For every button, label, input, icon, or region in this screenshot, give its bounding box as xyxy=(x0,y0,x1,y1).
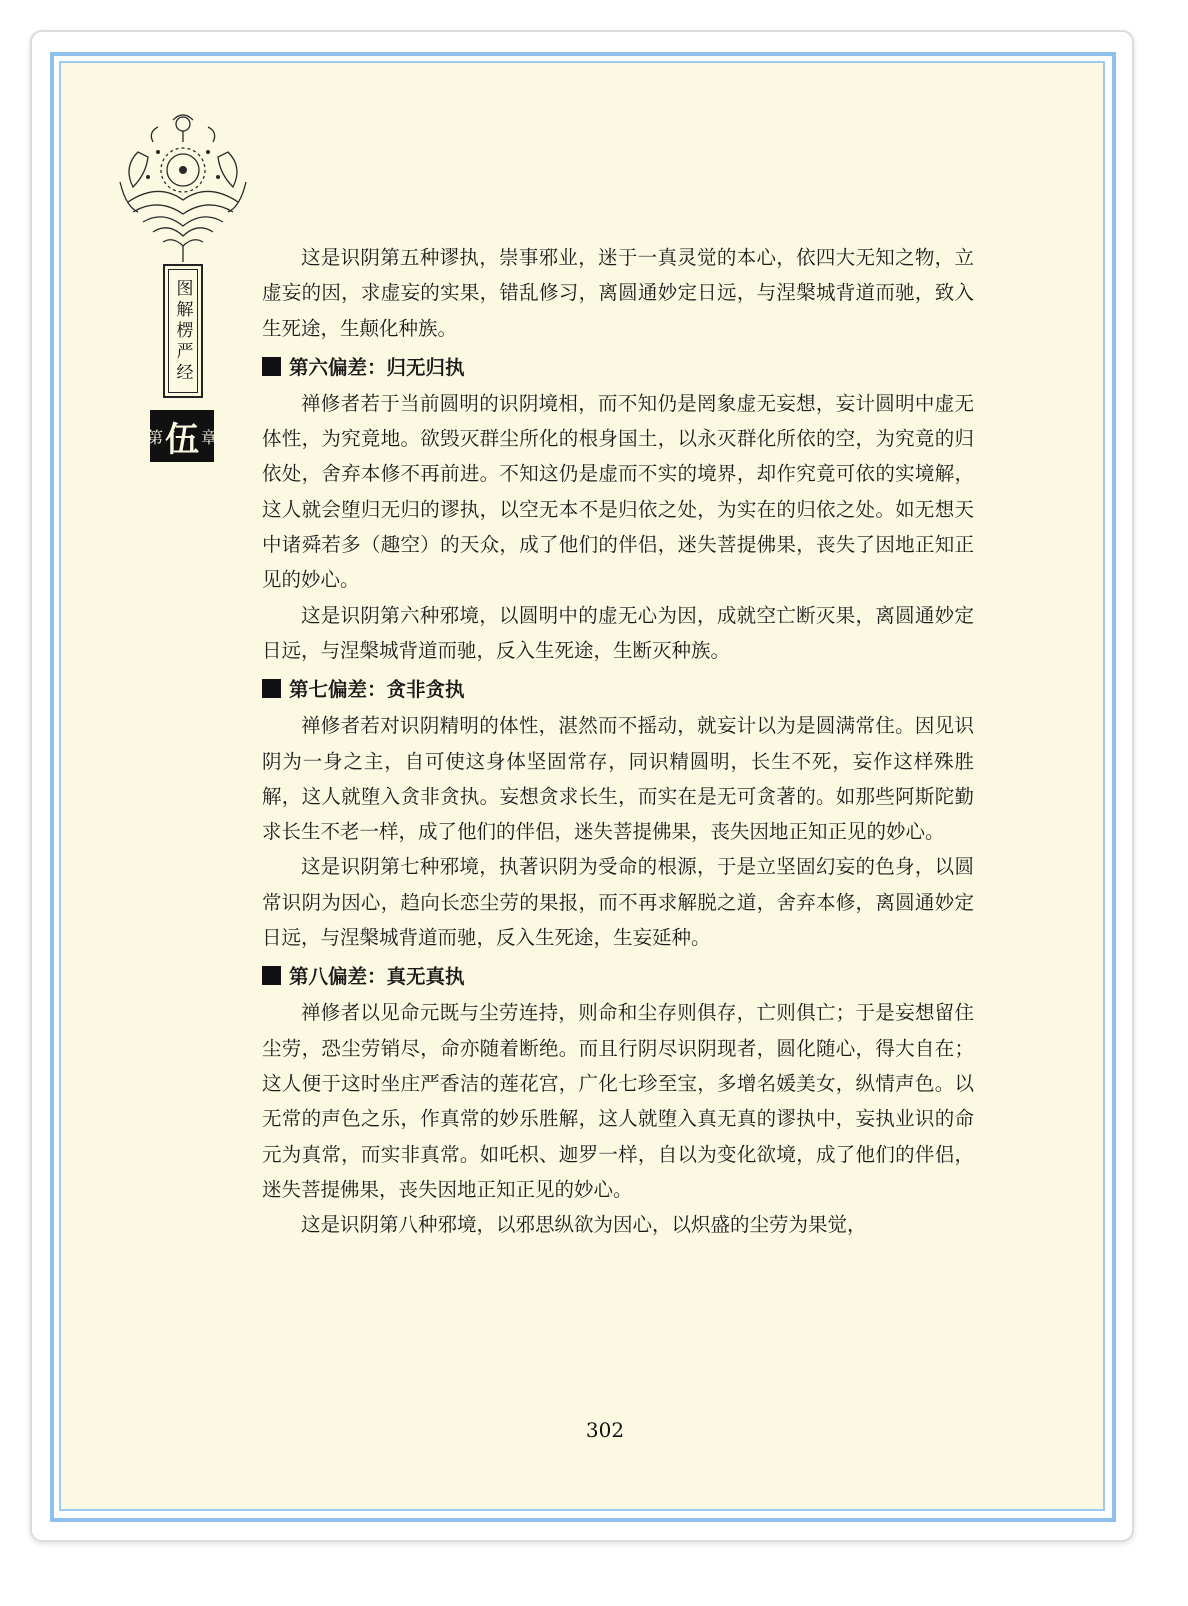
section-heading-text: 第七偏差：贪非贪执 xyxy=(289,678,465,702)
paragraph: 禅修者若于当前圆明的识阴境相，而不知仍是罔象虚无妄想，妄计圆明中虚无体性，为究竟地。欲毁灭群尘所化的根身国土，以永灭群化所依的空，为究竟的归依处，舍弃本修不再前进。不知这仍是虚而不实的境界，却作究竟可依的实境解，这人就会堕归无归的谬执，以空无本不是归依之处，为实在的归依之处。如无想天中诸舜若多（趣空）的天众，成了他们的伴侣，迷失菩提佛果，丧失了因地正知正见的妙心。 xyxy=(262,391,974,592)
chapter-number: 伍 xyxy=(165,419,199,460)
paragraph: 禅修者若对识阴精明的体性，湛然而不摇动，就妄计以为是圆满常住。因见识阴为一身之主，自可使这身体坚固常存，同识精圆明，长生不死，妄作这样殊胜解，这人就堕入贪非贪执。妄想贪求长生，而实在是无可贪著的。如那些阿斯陀勤求长生不老一样，成了他们的伴侣，迷失菩提佛果，丧失因地正知正见的妙心。 xyxy=(262,714,974,844)
book-title: 图解楞严经 xyxy=(172,278,193,384)
book-title-box xyxy=(163,264,203,398)
chapter-suffix: 章 xyxy=(201,427,218,447)
paragraph: 这是识阴第七种邪境，执著识阴为受命的根源，于是立坚固幻妄的色身，以圆常识阴为因心，趋向长恋尘劳的果报，而不再求解脱之道，舍弃本修，离圆通妙定日远，与涅槃城背道而驰，反入生死途，生妄延种。 xyxy=(262,855,974,950)
lotus-ornament xyxy=(118,112,248,264)
chapter-prefix: 第 xyxy=(146,427,163,447)
paragraph: 这是识阴第八种邪境，以邪思纵欲为因心，以炽盛的尘劳为果觉， xyxy=(301,1213,867,1237)
square-bullet-icon xyxy=(262,357,281,376)
section-heading-8 xyxy=(262,960,974,993)
page-number: 302 xyxy=(585,1418,625,1442)
paragraph: 这是识阴第五种谬执，崇事邪业，迷于一真灵觉的本心，依四大无知之物，立虚妄的因，求虚妄的实果，错乱修习，离圆通妙定日远，与涅槃城背道而驰，致入生死途，生颠化种族。 xyxy=(262,246,974,340)
square-bullet-icon xyxy=(262,679,281,698)
paragraph: 这是识阴第六种邪境，以圆明中的虚无心为因，成就空亡断灭果，离圆通妙定日远，与涅槃城背道而驰，反入生死途，生断灭种族。 xyxy=(262,603,974,662)
section-heading-7 xyxy=(262,673,974,706)
section-heading-text: 第六偏差：归无归执 xyxy=(289,355,465,379)
body-text xyxy=(262,240,974,1242)
paragraph: 禅修者以见命元既与尘劳连持，则命和尘存则俱存，亡则俱亡；于是妄想留住尘劳，恐尘劳销尽，命亦随着断绝。而且行阴尽识阴现者，圆化随心，得大自在；这人便于这时坐庄严香洁的莲花宫，广化七珍至宝，多增名媛美女，纵情声色。以无常的声色之乐，作真常的妙乐胜解，这人就堕入真无真的谬执中，妄执业识的命元为真常，而实非真常。如吒枳、迦罗一样，自以为变化欲境，成了他们的伴侣，迷失菩提佛果，丧失因地正知正见的妙心。 xyxy=(262,1001,974,1201)
square-bullet-icon xyxy=(262,966,281,985)
chapter-badge xyxy=(146,410,218,462)
section-heading-6 xyxy=(262,351,974,384)
section-heading-text: 第八偏差：真无真执 xyxy=(289,965,465,989)
